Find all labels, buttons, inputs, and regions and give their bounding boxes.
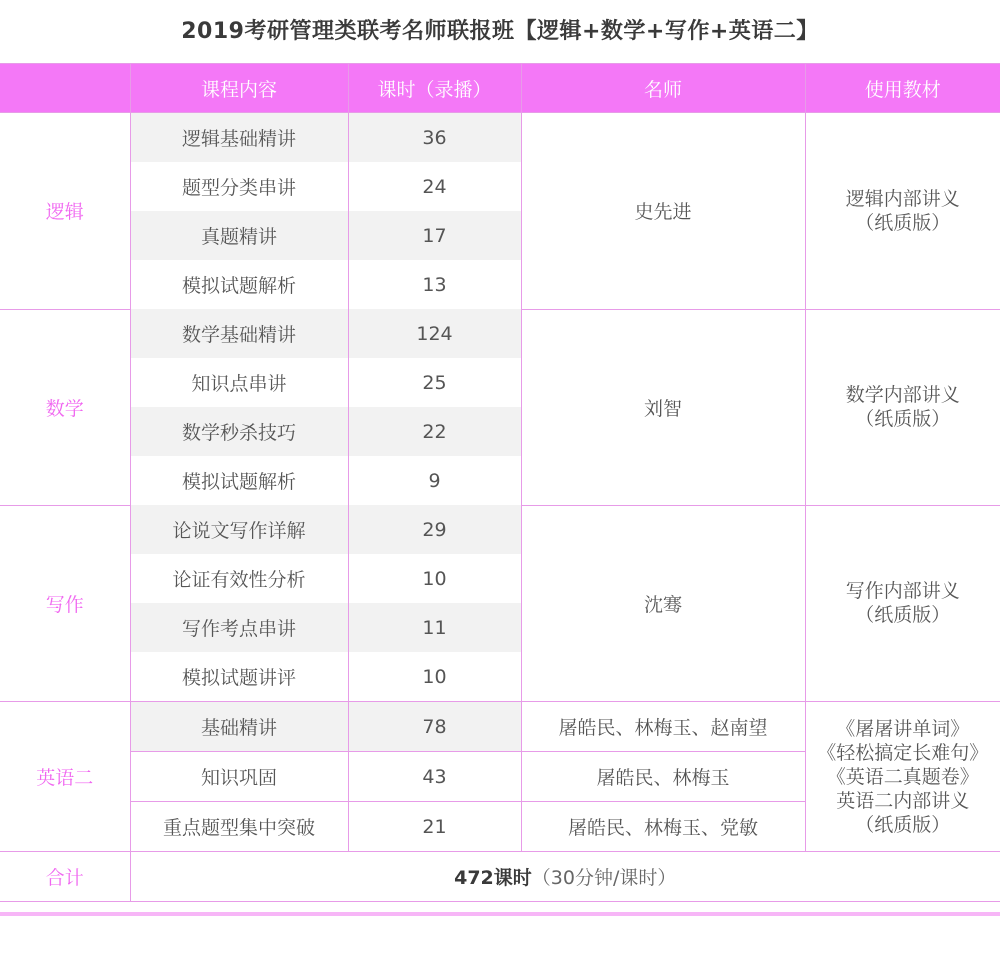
course-hours: 78 xyxy=(348,702,521,752)
course-item: 写作考点串讲 xyxy=(130,603,348,652)
teacher-english: 屠皓民、林梅玉、赵南望 xyxy=(521,702,805,752)
material-english xyxy=(805,702,1000,852)
course-hours: 21 xyxy=(348,802,521,852)
material-logic xyxy=(805,113,1000,310)
course-item: 数学基础精讲 xyxy=(130,309,348,358)
total-row xyxy=(0,852,1000,902)
subject-logic: 逻辑 xyxy=(0,113,130,310)
header-material: 使用教材 xyxy=(805,64,1000,113)
table-row xyxy=(0,702,1000,752)
course-item: 题型分类串讲 xyxy=(130,162,348,211)
header-blank xyxy=(0,64,130,113)
total-label: 合计 xyxy=(0,852,130,902)
material-line: 逻辑内部讲义 xyxy=(845,187,960,210)
course-item: 论说文写作详解 xyxy=(130,505,348,554)
teacher-logic: 史先进 xyxy=(521,113,805,310)
table-row xyxy=(0,113,1000,163)
total-hours: 472课时 xyxy=(454,867,532,889)
course-item: 模拟试题解析 xyxy=(130,260,348,309)
course-hours: 17 xyxy=(348,211,521,260)
material-writing xyxy=(805,505,1000,702)
header-course-content: 课程内容 xyxy=(130,64,348,113)
table-header-row xyxy=(0,64,1000,113)
material-line: （纸质版） xyxy=(855,813,951,836)
material-line: 《轻松搞定长难句》 xyxy=(817,741,989,764)
course-hours: 10 xyxy=(348,652,521,702)
course-item: 真题精讲 xyxy=(130,211,348,260)
subject-writing: 写作 xyxy=(0,505,130,702)
course-hours: 9 xyxy=(348,456,521,505)
header-teacher: 名师 xyxy=(521,64,805,113)
course-item: 数学秒杀技巧 xyxy=(130,407,348,456)
course-item: 逻辑基础精讲 xyxy=(130,113,348,163)
course-hours: 22 xyxy=(348,407,521,456)
material-line: （纸质版） xyxy=(855,408,951,430)
teacher-english: 屠皓民、林梅玉 xyxy=(521,752,805,802)
course-item: 模拟试题解析 xyxy=(130,456,348,505)
subject-english: 英语二 xyxy=(0,702,130,852)
course-hours: 124 xyxy=(348,309,521,358)
course-hours: 43 xyxy=(348,752,521,802)
course-item: 模拟试题讲评 xyxy=(130,652,348,702)
course-hours: 13 xyxy=(348,260,521,309)
course-item: 论证有效性分析 xyxy=(130,554,348,603)
course-item: 知识点串讲 xyxy=(130,358,348,407)
page-title: 2019考研管理类联考名师联报班【逻辑+数学+写作+英语二】 xyxy=(181,19,819,44)
table-row xyxy=(0,505,1000,554)
teacher-writing: 沈骞 xyxy=(521,505,805,702)
course-hours: 11 xyxy=(348,603,521,652)
course-hours: 29 xyxy=(348,505,521,554)
material-line: 《英语二真题卷》 xyxy=(826,765,979,788)
material-line: 写作内部讲义 xyxy=(845,580,960,603)
header-hours: 课时（录播） xyxy=(348,64,521,113)
material-line: 英语二内部讲义 xyxy=(836,789,970,812)
material-line: （纸质版） xyxy=(855,604,951,627)
material-line: 数学内部讲义 xyxy=(845,384,960,406)
material-line: 《屠屠讲单词》 xyxy=(836,717,970,740)
course-item: 知识巩固 xyxy=(130,752,348,802)
total-note: （30分钟/课时） xyxy=(531,867,677,889)
course-hours: 10 xyxy=(348,554,521,603)
course-table xyxy=(0,63,1000,902)
teacher-english: 屠皓民、林梅玉、党敏 xyxy=(521,802,805,852)
course-hours: 24 xyxy=(348,162,521,211)
course-hours: 36 xyxy=(348,113,521,163)
material-line: （纸质版） xyxy=(855,211,951,234)
total-cell xyxy=(130,852,1000,902)
course-item: 重点题型集中突破 xyxy=(130,802,348,852)
course-item: 基础精讲 xyxy=(130,702,348,752)
table-row xyxy=(0,309,1000,358)
material-math xyxy=(805,309,1000,505)
course-hours: 25 xyxy=(348,358,521,407)
teacher-math: 刘智 xyxy=(521,309,805,505)
bottom-bar xyxy=(0,912,1000,916)
subject-math: 数学 xyxy=(0,309,130,505)
